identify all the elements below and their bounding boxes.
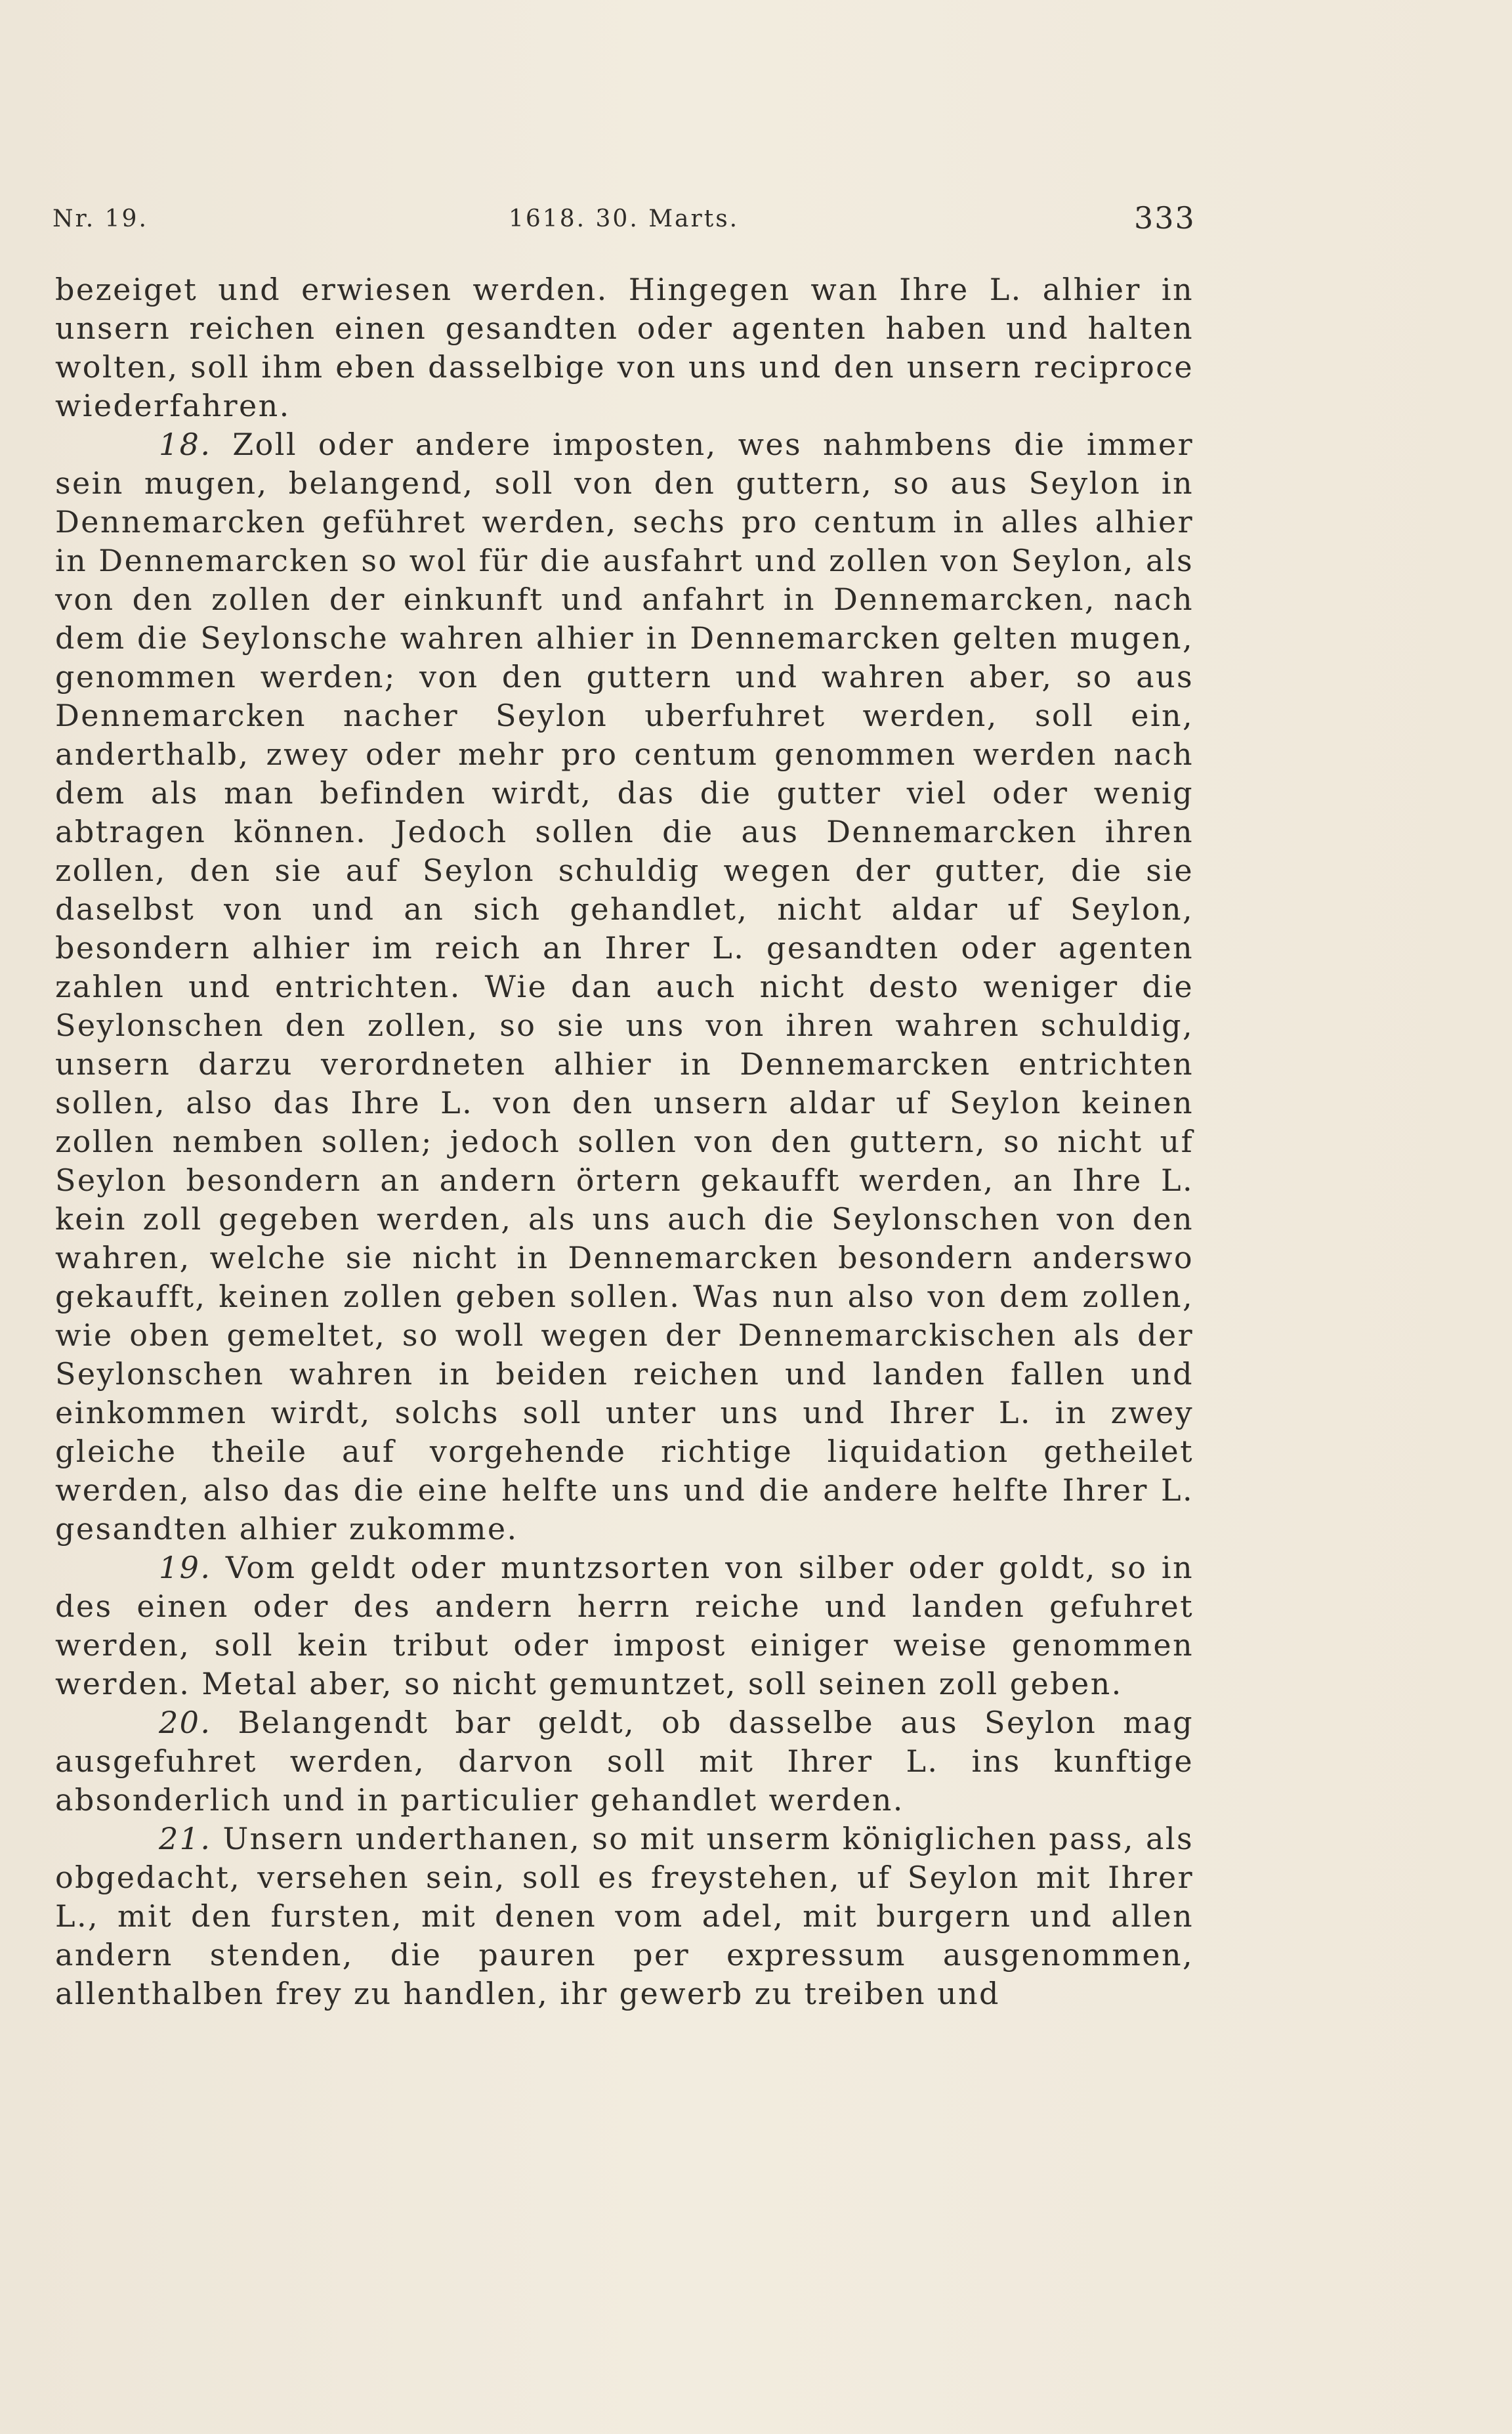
article-number: 20.	[159, 1705, 212, 1740]
paragraph-article-18	[55, 425, 1194, 1548]
page-number: 333	[1134, 200, 1196, 236]
paragraph-text: Zoll oder andere imposten, wes nahmbens die immer sein mugen, belangend, soll von den guttern, so aus Seylon in Dennemarcken geführet werden, sechs pro centum in alles alhier in Dennemarcken so wol für die ausfahrt und zollen von Seylon, als von den zollen der einkunft und anfahrt in Dennemarcken, nach dem die Seylonsche wahren alhier in Dennemarcken gelten mugen, genommen werden; von den guttern und wahren aber, so aus Dennemarcken nacher Seylon uberfuhret werden, soll ein, anderthalb, zwey oder mehr pro centum genommen werden nach dem als man befinden wirdt, das die gutter viel oder wenig abtragen können. Jedoch sollen die aus Dennemarcken ihren zollen, den sie auf Seylon schuldig wegen der gutter, die sie daselbst von und an sich gehandlet, nicht aldar uf Seylon, besondern alhier im reich an Ihrer L. gesandten oder agenten zahlen und entrichten. Wie dan auch nicht desto weniger die Seylonschen den zollen, so sie uns von ihren wahren schuldig, unsern darzu verordneten alhier in Dennemarcken entrichten sollen, also das Ihre L. von den unsern aldar uf Seylon keinen zollen nemben sollen; jedoch sollen von den guttern, so nicht uf Seylon besondern an andern örtern gekaufft werden, an Ihre L. kein zoll gegeben werden, als uns auch die Seylonschen von den wahren, welche sie nicht in Dennemarcken besondern anderswo gekaufft, keinen zollen geben sollen. Was nun also von dem zollen, wie oben gemeltet, so woll wegen der Dennemarckischen als der Seylonschen wahren in beiden reichen und landen fallen und einkommen wirdt, solchs soll unter uns und Ihrer L. in zwey gleiche theile auf vorgehende richtige liquidation getheilet werden, also das die eine helfte uns und die andere helfte Ihrer L. gesandten alhier zukomme.	[55, 427, 1194, 1547]
article-number: 19.	[159, 1550, 212, 1585]
paragraph-text: Belangendt bar geldt, ob dasselbe aus Seylon mag ausgefuhret werden, darvon soll mit Ihrer L. ins kunftige absonderlich und in particulier gehandlet werden.	[55, 1705, 1194, 1818]
article-number: 21.	[159, 1821, 212, 1856]
paragraph-text: bezeiget und erwiesen werden. Hingegen wan Ihre L. alhier in unsern reichen einen gesandten oder agenten haben und halten wolten, soll ihm eben dasselbige von uns und den unsern reciproce wiederfahren.	[55, 272, 1194, 423]
paragraph-text: Unsern underthanen, so mit unserm königlichen pass, als obgedacht, versehen sein, soll es freystehen, uf Seylon mit Ihrer L., mit den fursten, mit denen vom adel, mit burgern und allen andern stenden, die pauren per expressum ausgenommen, allenthalben frey zu handlen, ihr gewerb zu treiben und	[55, 1821, 1194, 2011]
paragraph-continuation	[55, 270, 1194, 425]
article-number: 18.	[159, 427, 212, 462]
page-header	[52, 200, 1194, 240]
body-text	[55, 270, 1194, 2013]
document-number: Nr. 19.	[52, 205, 148, 232]
paragraph-article-19	[55, 1548, 1194, 1703]
paragraph-article-21	[55, 1820, 1194, 2013]
document-date: 1618. 30. Marts.	[509, 205, 740, 232]
paragraph-article-20	[55, 1703, 1194, 1820]
paragraph-text: Vom geldt oder muntzsorten von silber oder goldt, so in des einen oder des andern herrn reiche und landen gefuhret werden, soll kein tribut oder impost einiger weise genommen werden. Metal aber, so nicht gemuntzet, soll seinen zoll geben.	[55, 1550, 1194, 1701]
